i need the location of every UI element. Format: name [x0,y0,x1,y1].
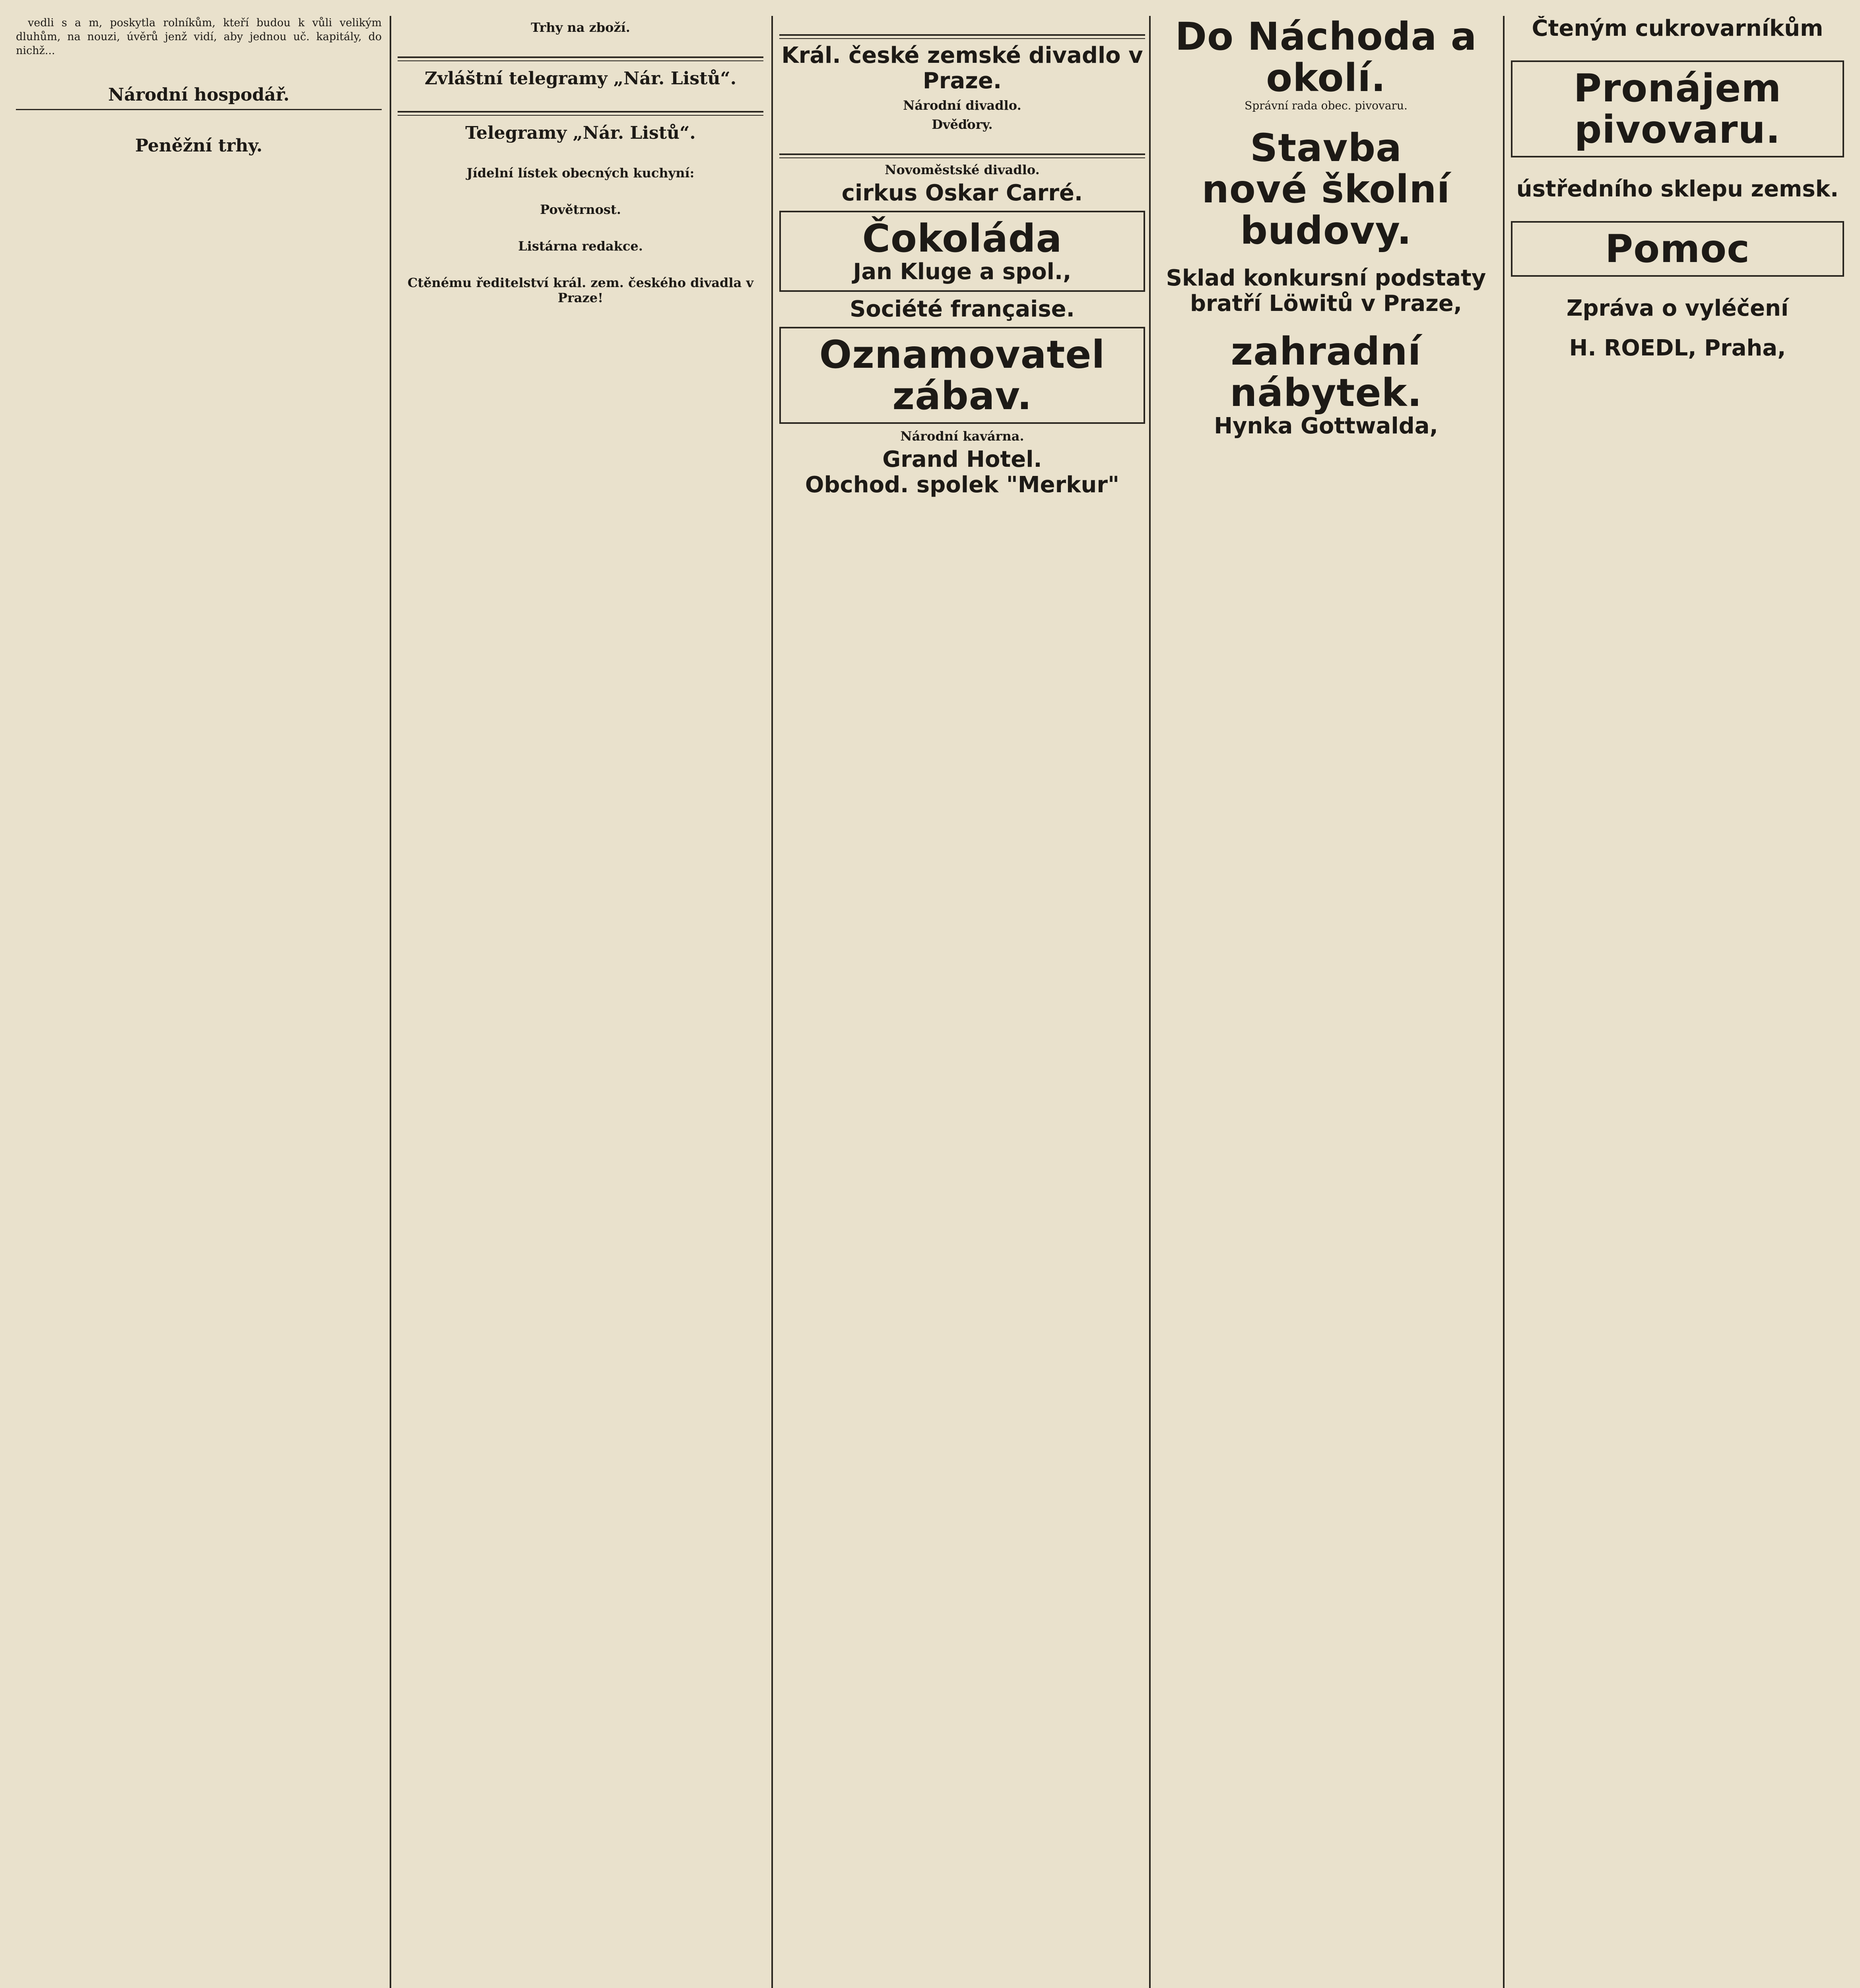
hotel-title: Grand Hotel. [882,447,1042,472]
play-title: Dvěďory. [932,117,993,132]
sugar-title: Čteným cukrovarníkům [1532,16,1823,41]
brothers-lowit: bratří Löwitů v Praze, [1190,291,1462,316]
column-3 [779,16,1145,1964]
healing-report-title: Zpráva o vyléčení [1566,295,1789,321]
wine-cellar-title: ústředního sklepu zemsk. [1516,176,1839,202]
section-title: Trhy na zboží. [531,20,630,35]
column-rule [1503,16,1505,1988]
societe-title: Société française. [850,296,1075,322]
section-title: Zvláštní telegramy „Nár. Listů“. [424,68,737,89]
cafe-title: Národní kavárna. [900,429,1024,444]
theatre-subtitle: Národní divadlo. [903,98,1021,113]
bankrupt-stock-title: Sklad konkursní podstaty [1166,265,1486,291]
merkur-title: Obchod. spolek "Merkur" [805,472,1120,498]
roedl-title: H. ROEDL, Praha, [1569,335,1786,361]
help-title: Pomoc [1605,227,1750,271]
section-title: Jídelní lístek obecných kuchyní: [466,165,695,181]
circus-title: cirkus Oskar Carré. [841,180,1083,206]
building-title: Stavba [1250,126,1402,170]
column-rule [771,16,773,1988]
section-title: Národní hospodář. [108,85,289,105]
newspaper-page [16,16,1844,1988]
column-rule [390,16,391,1988]
column-4 [1157,16,1495,1964]
school-building-title: nové školní budovy. [1202,167,1450,253]
garden-furniture-title: zahradní nábytek. [1230,329,1422,415]
column-rule [1149,16,1151,1988]
column-1 [16,16,382,1988]
entertainment-title: Oznamovatel zábav. [819,332,1105,418]
nachod-title: Do Náchoda a okolí. [1175,16,1477,100]
theatre-title: Král. české zemské divadlo v Praze. [781,43,1143,94]
chocolate-ad: Čokoláda [862,216,1062,261]
brewery-lease-title: Pronájem pivovaru. [1573,66,1782,152]
gottwald-name: Hynka Gottwalda, [1214,413,1438,439]
section-title: Listárna redakce. [518,239,643,254]
column-5 [1511,16,1844,1988]
company-name: Jan Kluge a spol., [853,259,1072,285]
section-title: Povětrnost. [540,202,621,217]
theatre-title: Novoměstské divadlo. [885,162,1040,177]
section-title: Ctěnému ředitelství král. zem. českého divadla v Praze! [407,275,754,305]
section-title: Telegramy „Nár. Listů“. [465,123,696,143]
section-title: Peněžní trhy. [135,136,263,156]
column-2 [398,16,763,1988]
council-signature: Správní rada obec. pivovaru. [1245,99,1408,112]
article-paragraph: vedli s a m, poskytla rolníkům, kteří budou k vůli velikým dluhům, na nouzi, úvěrů jenž vidí, aby jednou uč. kapitály, do nichž... [16,17,382,57]
